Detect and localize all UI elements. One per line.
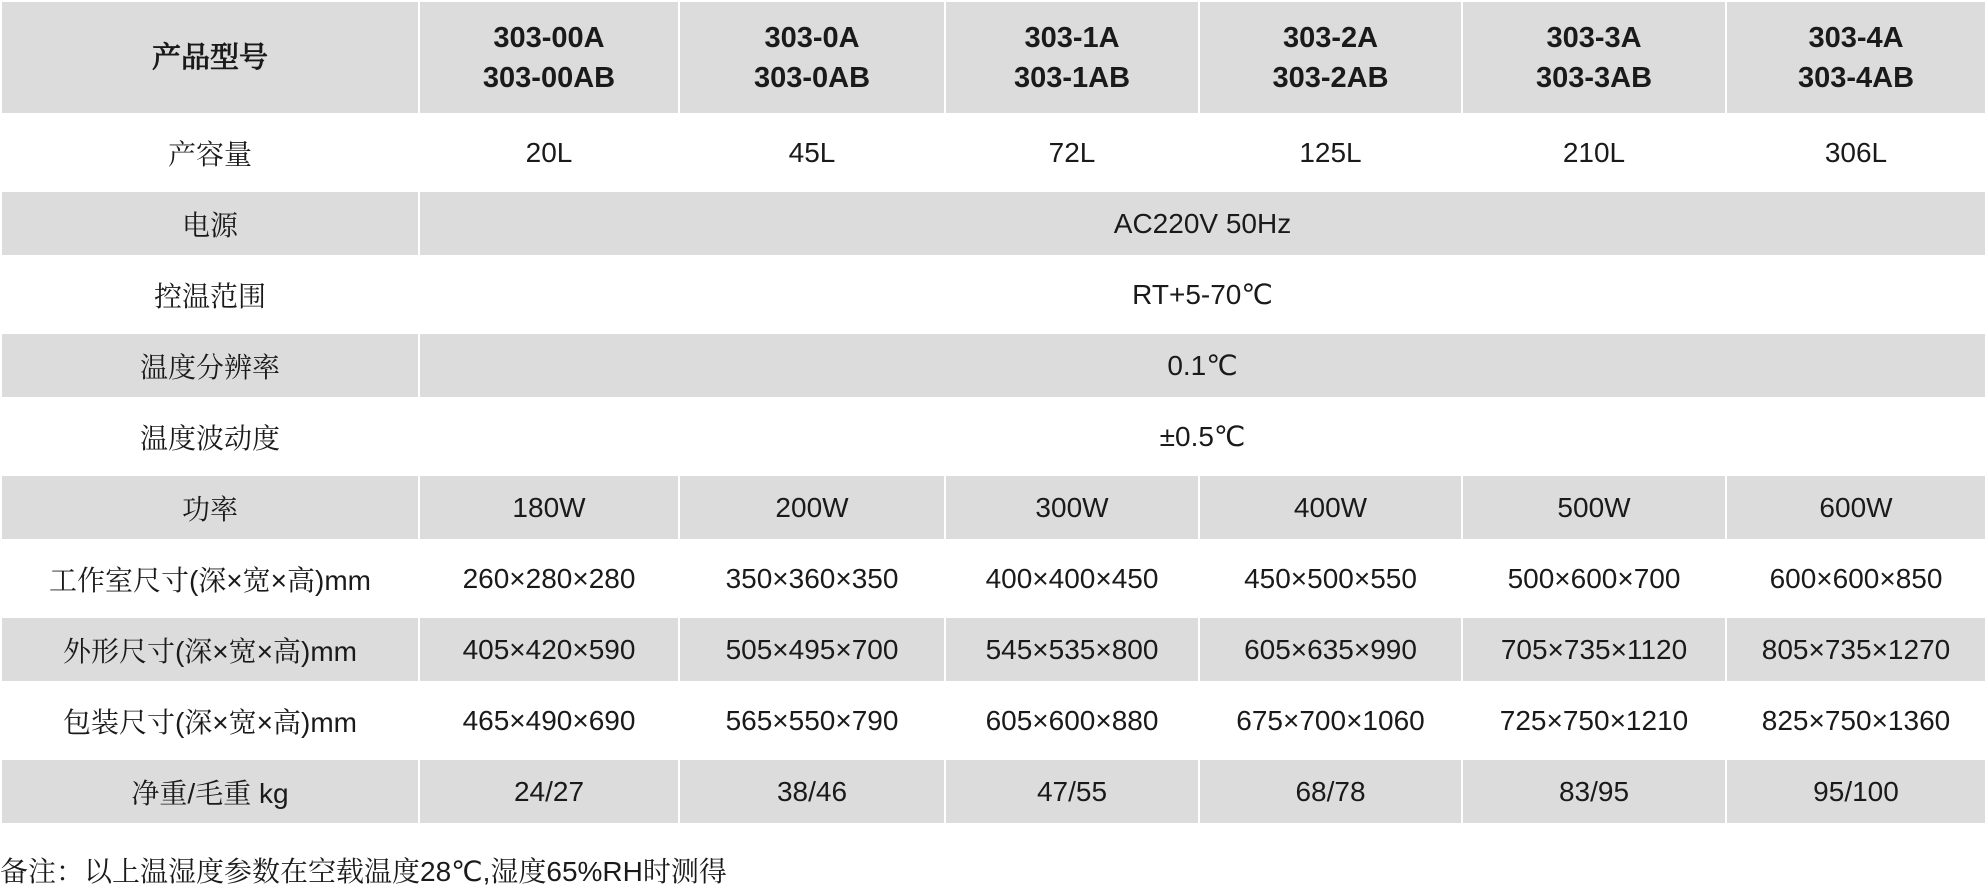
row-label: 控温范围 — [1, 256, 419, 333]
temp-fluctuation-row — [1, 398, 1985, 475]
value-cell: 400W — [1199, 475, 1462, 540]
value-cell: 210L — [1462, 114, 1726, 191]
temp-resolution-row — [1, 333, 1985, 398]
value-cell: 500W — [1462, 475, 1726, 540]
value-cell: 725×750×1210 — [1462, 682, 1726, 759]
row-label: 外形尺寸(深×宽×高)mm — [1, 617, 419, 682]
value-cell: 95/100 — [1726, 759, 1985, 824]
value-cell: 0.1℃ — [419, 333, 1985, 398]
value-cell: 83/95 — [1462, 759, 1726, 824]
row-label: 电源 — [1, 191, 419, 256]
value-cell: 72L — [945, 114, 1199, 191]
value-cell: 200W — [679, 475, 945, 540]
value-cell: 825×750×1360 — [1726, 682, 1985, 759]
weight-row — [1, 759, 1985, 824]
model-cell: 303-2A 303-2AB — [1199, 1, 1462, 114]
value-cell: 400×400×450 — [945, 540, 1199, 617]
value-cell: 260×280×280 — [419, 540, 679, 617]
value-cell: 38/46 — [679, 759, 945, 824]
value-cell: 505×495×700 — [679, 617, 945, 682]
value-cell: 180W — [419, 475, 679, 540]
power-supply-row — [1, 191, 1985, 256]
header-row — [1, 1, 1985, 114]
package-size-row — [1, 682, 1985, 759]
temp-range-row — [1, 256, 1985, 333]
footnote: 备注：以上温湿度参数在空载温度28℃,湿度65%RH时测得 — [0, 856, 727, 887]
row-label: 温度分辨率 — [1, 333, 419, 398]
value-cell: RT+5-70℃ — [419, 256, 1985, 333]
model-cell: 303-00A 303-00AB — [419, 1, 679, 114]
value-cell: 306L — [1726, 114, 1985, 191]
outer-size-row — [1, 617, 1985, 682]
model-cell: 303-4A 303-4AB — [1726, 1, 1985, 114]
value-cell: 600W — [1726, 475, 1985, 540]
row-label: 温度波动度 — [1, 398, 419, 475]
value-cell: 68/78 — [1199, 759, 1462, 824]
model-cell: 303-0A 303-0AB — [679, 1, 945, 114]
value-cell: 605×635×990 — [1199, 617, 1462, 682]
value-cell: 675×700×1060 — [1199, 682, 1462, 759]
value-cell: 405×420×590 — [419, 617, 679, 682]
value-cell: 450×500×550 — [1199, 540, 1462, 617]
value-cell: 24/27 — [419, 759, 679, 824]
chamber-size-row — [1, 540, 1985, 617]
capacity-row — [1, 114, 1985, 191]
value-cell: ±0.5℃ — [419, 398, 1985, 475]
value-cell: 805×735×1270 — [1726, 617, 1985, 682]
row-label: 包装尺寸(深×宽×高)mm — [1, 682, 419, 759]
value-cell: 600×600×850 — [1726, 540, 1985, 617]
value-cell: 45L — [679, 114, 945, 191]
row-label: 功率 — [1, 475, 419, 540]
value-cell: 565×550×790 — [679, 682, 945, 759]
row-label: 净重/毛重 kg — [1, 759, 419, 824]
value-cell: 125L — [1199, 114, 1462, 191]
value-cell: 465×490×690 — [419, 682, 679, 759]
row-label: 工作室尺寸(深×宽×高)mm — [1, 540, 419, 617]
value-cell: 300W — [945, 475, 1199, 540]
value-cell: 705×735×1120 — [1462, 617, 1726, 682]
model-cell: 303-1A 303-1AB — [945, 1, 1199, 114]
value-cell: AC220V 50Hz — [419, 191, 1985, 256]
value-cell: 20L — [419, 114, 679, 191]
row-label: 产容量 — [1, 114, 419, 191]
power-row — [1, 475, 1985, 540]
value-cell: 350×360×350 — [679, 540, 945, 617]
value-cell: 605×600×880 — [945, 682, 1199, 759]
model-cell: 303-3A 303-3AB — [1462, 1, 1726, 114]
value-cell: 500×600×700 — [1462, 540, 1726, 617]
value-cell: 545×535×800 — [945, 617, 1199, 682]
header-label: 产品型号 — [1, 1, 419, 114]
value-cell: 47/55 — [945, 759, 1199, 824]
